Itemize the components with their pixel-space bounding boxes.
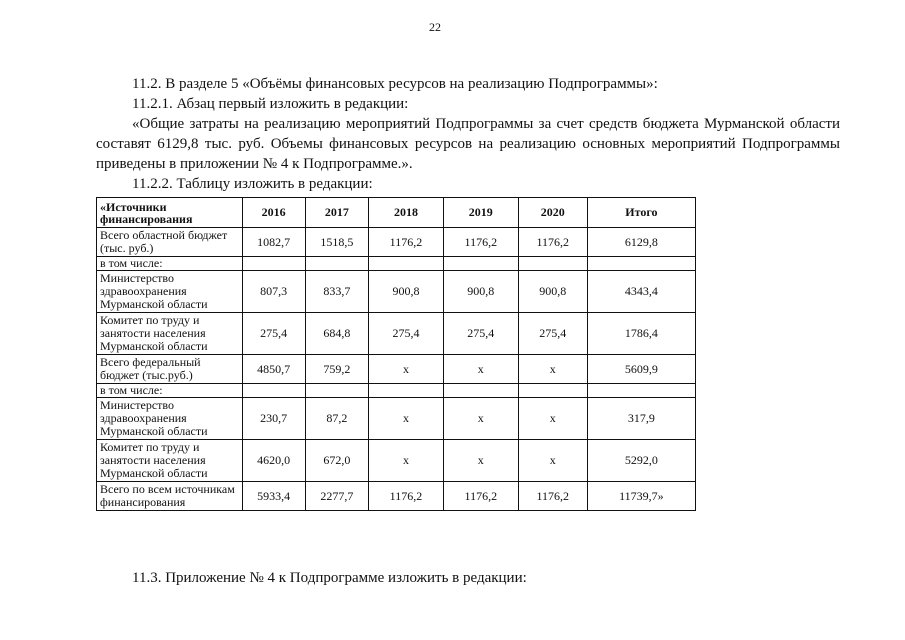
header-year-2019: 2019 — [443, 198, 518, 228]
cell-value: х — [518, 440, 587, 482]
cell-value — [443, 384, 518, 398]
cell-value: 4850,7 — [242, 355, 305, 384]
cell-value: 833,7 — [305, 271, 368, 313]
paragraph-line: «Общие затраты на реализацию мероприятий Подпрограммы за счет средств бюджета Мурманской области — [132, 116, 840, 132]
row-label: Всего федеральный бюджет (тыс.руб.) — [97, 355, 243, 384]
cell-total: 4343,4 — [587, 271, 695, 313]
table-row — [97, 257, 696, 271]
cell-value: 4620,0 — [242, 440, 305, 482]
cell-value: 1176,2 — [369, 228, 444, 257]
cell-value: х — [369, 355, 444, 384]
cell-total — [587, 257, 695, 271]
cell-value — [369, 384, 444, 398]
table-row — [97, 482, 696, 511]
cell-value: х — [369, 398, 444, 440]
header-year-2018: 2018 — [369, 198, 444, 228]
header-source: «Источники финансирования — [97, 198, 243, 228]
cell-value: х — [518, 355, 587, 384]
cell-value — [242, 257, 305, 271]
table-row — [97, 384, 696, 398]
cell-total: 1786,4 — [587, 313, 695, 355]
row-label: Всего областной бюджет (тыс. руб.) — [97, 228, 243, 257]
row-label: Министерство здравоохранения Мурманской области — [97, 398, 243, 440]
table-row — [97, 398, 696, 440]
cell-value — [369, 257, 444, 271]
cell-value: х — [443, 398, 518, 440]
header-year-2020: 2020 — [518, 198, 587, 228]
paragraph-section-11-2: 11.2. В разделе 5 «Объёмы финансовых ресурсов на реализацию Подпрограммы»: — [132, 76, 658, 92]
cell-value: 275,4 — [369, 313, 444, 355]
cell-value: 2277,7 — [305, 482, 368, 511]
paragraph-line: составят 6129,8 тыс. руб. Объемы финансовых ресурсов на реализацию основных мероприятий Подпрограммы — [96, 136, 840, 152]
header-year-2017: 2017 — [305, 198, 368, 228]
financing-table — [96, 197, 696, 511]
cell-value: 900,8 — [443, 271, 518, 313]
cell-value: 1176,2 — [518, 482, 587, 511]
cell-value: 87,2 — [305, 398, 368, 440]
cell-total: 5609,9 — [587, 355, 695, 384]
cell-value — [305, 384, 368, 398]
cell-value — [242, 384, 305, 398]
cell-value: 1176,2 — [369, 482, 444, 511]
cell-value — [443, 257, 518, 271]
cell-total — [587, 384, 695, 398]
paragraph-section-11-3: 11.3. Приложение № 4 к Подпрограмме изложить в редакции: — [132, 570, 527, 586]
row-label: Комитет по труду и занятости населения Мурманской области — [97, 313, 243, 355]
row-label: Министерство здравоохранения Мурманской области — [97, 271, 243, 313]
cell-value: 900,8 — [369, 271, 444, 313]
cell-value: 1176,2 — [443, 228, 518, 257]
cell-value: 5933,4 — [242, 482, 305, 511]
paragraph-line: приведены в приложении № 4 к Подпрограмме.». — [96, 156, 413, 172]
row-label: Комитет по труду и занятости населения Мурманской области — [97, 440, 243, 482]
cell-value: 684,8 — [305, 313, 368, 355]
cell-value: 1518,5 — [305, 228, 368, 257]
cell-total: 6129,8 — [587, 228, 695, 257]
header-total: Итого — [587, 198, 695, 228]
cell-value: 1082,7 — [242, 228, 305, 257]
cell-total: 5292,0 — [587, 440, 695, 482]
cell-value: 230,7 — [242, 398, 305, 440]
cell-value — [518, 257, 587, 271]
cell-value: 1176,2 — [518, 228, 587, 257]
cell-value — [305, 257, 368, 271]
cell-value: 807,3 — [242, 271, 305, 313]
table-row — [97, 313, 696, 355]
cell-total: 317,9 — [587, 398, 695, 440]
cell-value: 275,4 — [443, 313, 518, 355]
cell-value: х — [369, 440, 444, 482]
cell-value: 672,0 — [305, 440, 368, 482]
cell-value: х — [518, 398, 587, 440]
cell-value: 759,2 — [305, 355, 368, 384]
cell-value: х — [443, 440, 518, 482]
cell-value: 275,4 — [242, 313, 305, 355]
paragraph-total-costs — [96, 114, 840, 174]
page-number: 22 — [429, 20, 441, 34]
cell-total: 11739,7» — [587, 482, 695, 511]
table-header-row — [97, 198, 696, 228]
cell-value — [518, 384, 587, 398]
paragraph-section-11-2-1: 11.2.1. Абзац первый изложить в редакции: — [132, 96, 409, 112]
row-label: в том числе: — [97, 384, 243, 398]
table-row — [97, 271, 696, 313]
table-row — [97, 355, 696, 384]
row-label: в том числе: — [97, 257, 243, 271]
paragraph-section-11-2-2: 11.2.2. Таблицу изложить в редакции: — [132, 176, 373, 192]
cell-value: 275,4 — [518, 313, 587, 355]
table-row — [97, 440, 696, 482]
cell-value: 1176,2 — [443, 482, 518, 511]
header-year-2016: 2016 — [242, 198, 305, 228]
cell-value: 900,8 — [518, 271, 587, 313]
table-row — [97, 228, 696, 257]
row-label: Всего по всем источникам финансирования — [97, 482, 243, 511]
cell-value: х — [443, 355, 518, 384]
